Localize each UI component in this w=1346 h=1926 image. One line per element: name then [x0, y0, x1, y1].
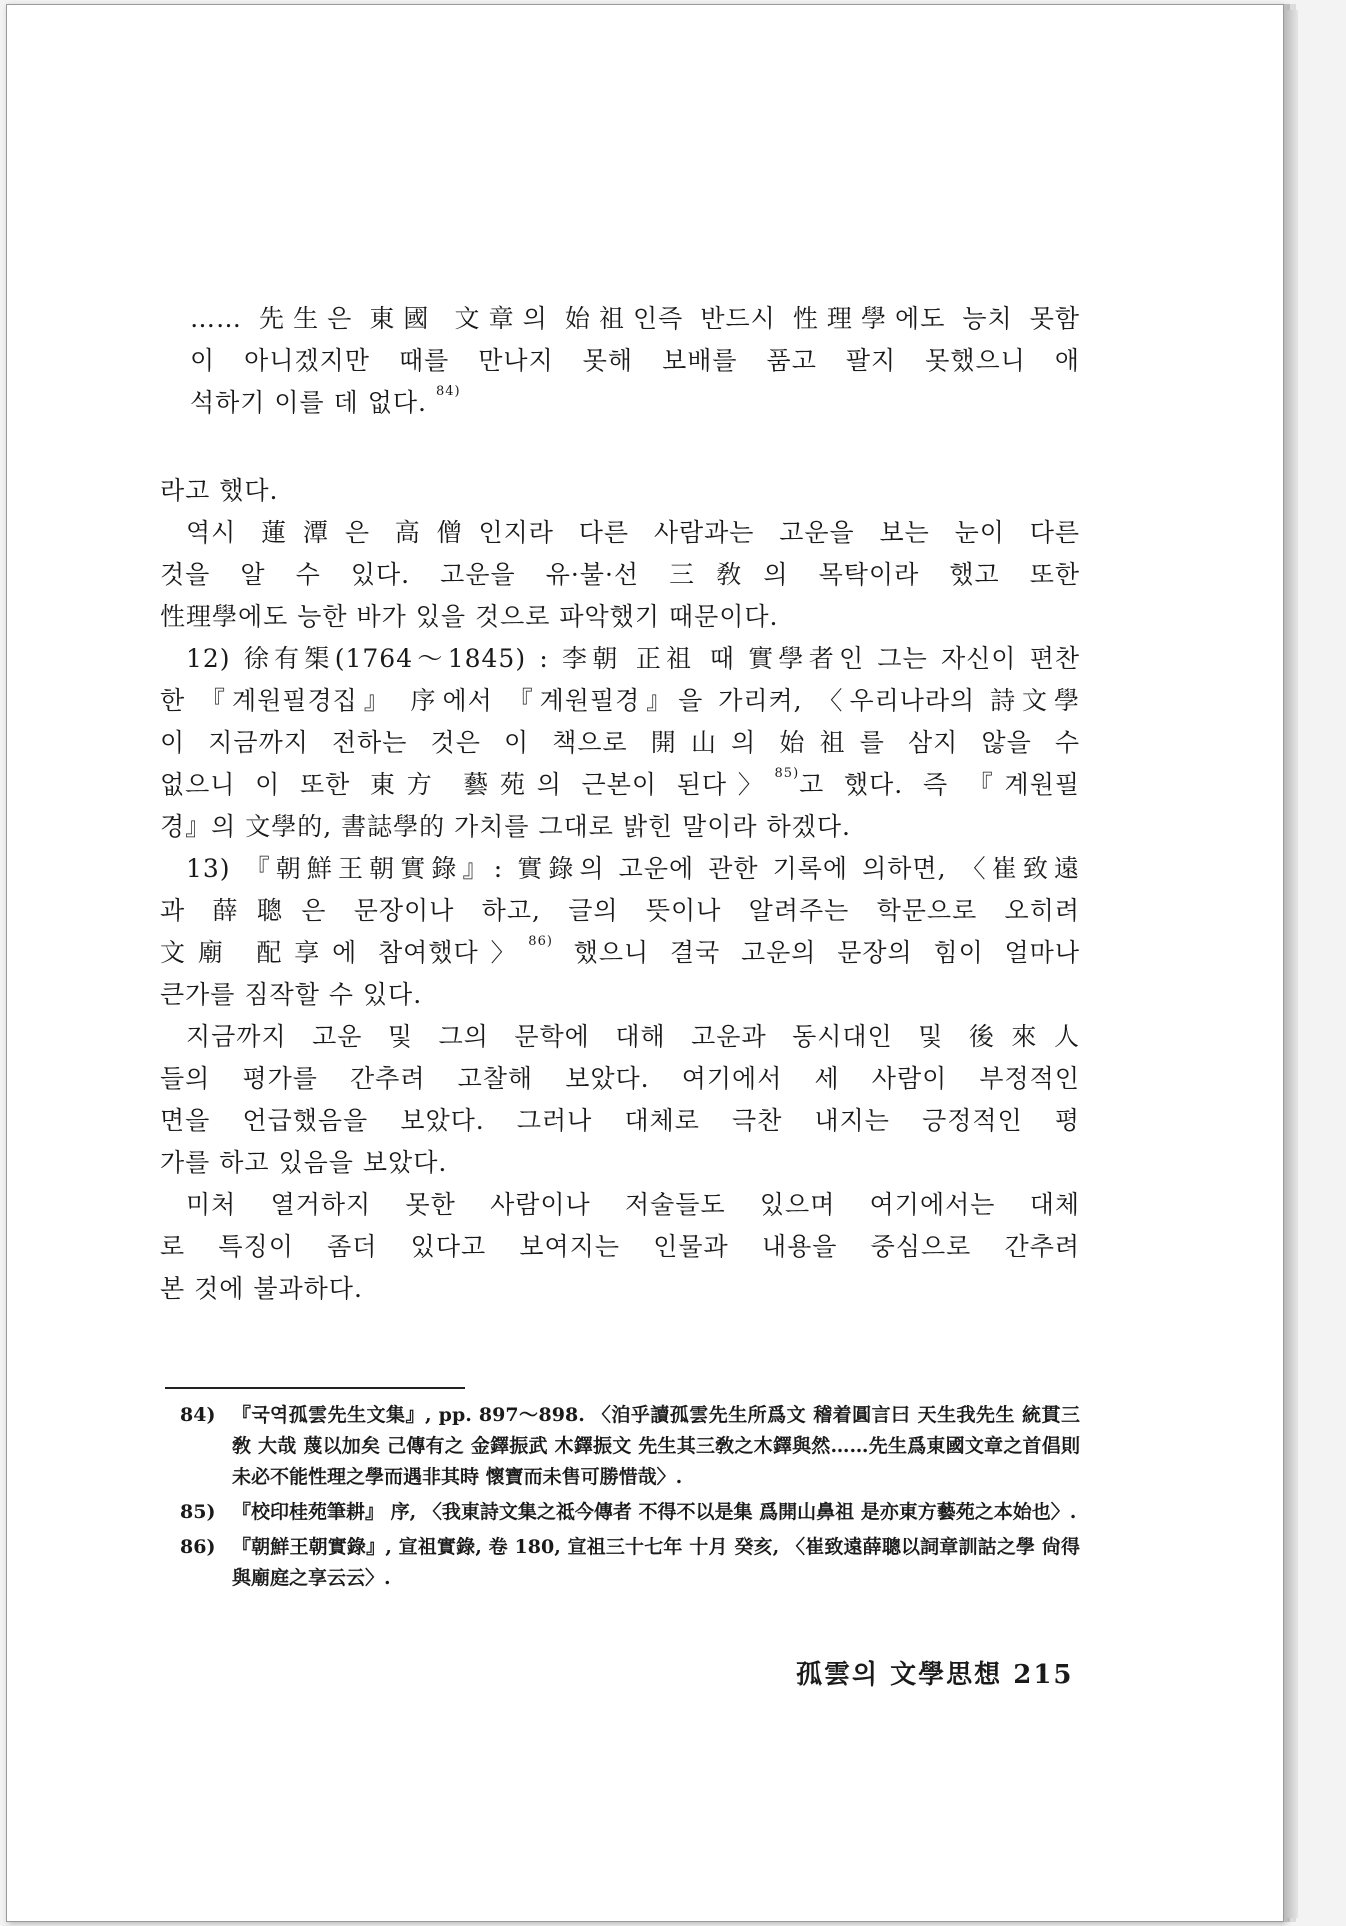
footnote-ref: 86)	[528, 934, 553, 949]
body-line: 경』의 文學的, 書誌學的 가치를 그대로 밝힌 말이라 하겠다.	[160, 812, 851, 841]
body-line	[160, 932, 1080, 974]
body-line: 지금까지 고운 및 그의 문학에 대해 고운과 동시대인 및 後來人	[186, 1022, 1080, 1051]
footnote-ref: 84)	[435, 384, 461, 399]
body-line: 것을 알 수 있다. 고운을 유·불·선 三敎의 목탁이라 했고 또한	[160, 560, 1080, 589]
running-title: 孤雲의 文學思想	[796, 1660, 1003, 1690]
body-line: 性理學에도 능한 바가 있을 것으로 파악했기 때문이다.	[160, 602, 779, 631]
body-line-part: 文廟 配享에 참여했다〉	[160, 938, 529, 967]
body-line: 이 지금까지 전하는 것은 이 책으로 開山의 始祖를 삼지 않을 수	[160, 728, 1080, 757]
footnote-84	[180, 1400, 1080, 1493]
body-line: 과 薛聰은 문장이나 하고, 글의 뜻이나 알려주는 학문으로 오히려	[160, 896, 1080, 925]
footnote-ref: 85)	[774, 766, 800, 781]
footnote-text: 『국역孤雲先生文集』, pp. 897～898. 〈洎乎讀孤雲先生所爲文 稽着圓言曰 天生我先生 統貫三敎 大哉 蔑以加矣 己傳有之 金鐸振武 木鐸振文 先生其三敎之木鐸與然……先生爲東國文章之首倡則未必不能性理之學而遇非其時 懷寶而未售可勝惜哉〉.	[232, 1404, 1080, 1488]
footnote-divider	[165, 1387, 465, 1389]
footnotes	[180, 1400, 1080, 1598]
body-line: 본 것에 불과하다.	[160, 1274, 363, 1303]
body-line: 13) 『朝鮮王朝實錄』: 實錄의 고운에 관한 기록에 의하면, 〈崔致遠	[186, 854, 1080, 883]
footnote-86	[180, 1532, 1080, 1594]
quote-line-text: 석하기 이를 데 없다.	[190, 388, 427, 417]
running-footer	[796, 1654, 1074, 1691]
body-line: 미처 열거하지 못한 사람이나 저술들도 있으며 여기에서는 대체	[186, 1190, 1080, 1219]
footnote-number: 85)	[180, 1501, 216, 1523]
body-line: 역시 蓮潭은 高僧인지라 다른 사람과는 고운을 보는 눈이 다른	[186, 518, 1080, 547]
footnote-number: 84)	[180, 1404, 216, 1426]
body-text	[160, 470, 1080, 1310]
body-line: 면을 언급했음을 보았다. 그러나 대체로 극찬 내지는 긍정적인 평	[160, 1106, 1080, 1135]
body-line-part: 고 했다. 즉 『계원필	[799, 770, 1081, 799]
body-line: 들의 평가를 간추려 고찰해 보았다. 여기에서 세 사람이 부정적인	[160, 1064, 1080, 1093]
body-line: 라고 했다.	[160, 476, 279, 505]
quote-line: 이 아니겠지만 때를 만나지 못해 보배를 품고 팔지 못했으니 애	[190, 346, 1080, 375]
body-line: 12) 徐有榘(1764～1845) : 李朝 正祖 때 實學者인 그는 자신이 편찬	[186, 644, 1080, 673]
body-line: 큰가를 짐작할 수 있다.	[160, 980, 423, 1009]
block-quote	[190, 298, 1080, 424]
body-line-part: 했으니 결국 고운의 문장의 힘이 얼마나	[552, 938, 1080, 967]
body-line: 가를 하고 있음을 보았다.	[160, 1148, 448, 1177]
page-number: 215	[1013, 1660, 1074, 1690]
body-line	[160, 764, 1080, 806]
footnote-text: 『校印桂苑筆耕』 序, 〈我東詩文集之祗今傳者 不得不以是集 爲開山鼻祖 是亦東方藝苑之本始也〉.	[232, 1501, 1077, 1523]
footnote-text: 『朝鮮王朝實錄』, 宣祖實錄, 卷 180, 宣祖三十七年 十月 癸亥, 〈崔致遠薛聰以詞章訓詁之學 尙得與廟庭之享云云〉.	[232, 1536, 1080, 1589]
page-edge	[1284, 10, 1298, 1918]
body-line: 로 특징이 좀더 있다고 보여지는 인물과 내용을 중심으로 간추려	[160, 1232, 1080, 1261]
quote-line-last	[190, 382, 1080, 424]
quote-line: …… 先生은 東國 文章의 始祖인즉 반드시 性理學에도 능치 못함	[190, 304, 1080, 333]
footnote-number: 86)	[180, 1536, 216, 1558]
body-line: 한 『계원필경집』 序에서 『계원필경』을 가리켜, 〈우리나라의 詩文學	[160, 686, 1080, 715]
body-line-part: 없으니 이 또한 東方 藝苑의 근본이 된다〉	[160, 770, 775, 799]
footnote-85	[180, 1497, 1080, 1528]
